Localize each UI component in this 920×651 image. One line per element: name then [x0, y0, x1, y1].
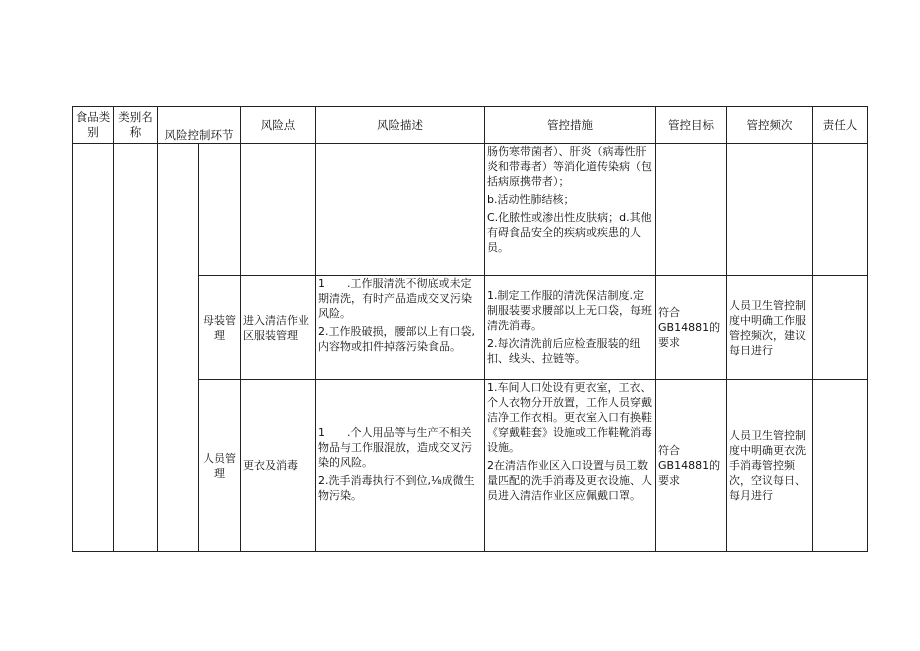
measure-line: 2.每次清洗前后应检查服装的纽扣、线头、拉链等。: [487, 337, 641, 365]
measure-line: 2在清洁作业区入口设置与员工数量匹配的洗手消毒及更衣设施、人员进入清洁作业区应佩戴口罩。: [487, 459, 652, 502]
control-goal-cell: 符合GB14881的要求: [656, 276, 727, 380]
risk-description-cell: [316, 144, 485, 276]
risk-description-cell: [316, 380, 485, 552]
control-measure-cell: [485, 144, 656, 276]
header-food-category: 食品类别: [73, 107, 114, 144]
responsible-cell: [813, 380, 868, 552]
control-link-cell: 母装管理: [199, 276, 241, 380]
measure-line: 1.制定工作服的清洗保洁制度.定制服装要求腰部以上无口袋，每班清洗消毒。: [487, 289, 652, 332]
control-frequency-cell: 人员卫生管控制度中明确工作服管控频次，建议每日进行: [727, 276, 813, 380]
control-link-group-cell: [158, 144, 199, 552]
control-link-cell: [199, 144, 241, 276]
measure-line: 1.车间人口处设有更衣室，工衣、个人衣物分开放置，工作人员穿戴洁净工作衣相。更衣室入口有换鞋《穿戴鞋套》设施或工作鞋靴消毒设施。: [487, 381, 652, 454]
control-link-cell: 人员管理: [199, 380, 241, 552]
control-goal-cell: [656, 144, 727, 276]
food-category-cell: [73, 144, 114, 552]
measure-line: b.活动性肺结核；: [487, 193, 575, 206]
header-risk-description: 风险描述: [316, 107, 485, 144]
header-responsible: 责任人: [813, 107, 868, 144]
category-name-cell: [114, 144, 158, 552]
description-line: 2.洗手消毒执行不到位,⅛成微生物污染。: [318, 474, 475, 502]
risk-control-table: [72, 106, 868, 552]
risk-description-cell: [316, 276, 485, 380]
table-header-row: [73, 107, 868, 144]
header-control-link: 风险控制环节: [158, 107, 241, 144]
header-control-goal: 管控目标: [656, 107, 727, 144]
header-risk-point: 风险点: [241, 107, 316, 144]
header-control-frequency: 管控频次: [727, 107, 813, 144]
description-line: 1 .个人用品等与生产不相关物品与工作服混放，造成交叉污染的风险。: [318, 426, 472, 469]
measure-line: 肠伤寒带菌者）、肝炎（病毒性肝炎和带毒者）等消化道传染病（包括病原携带者）；: [487, 145, 652, 188]
responsible-cell: [813, 276, 868, 380]
measure-line: C.化脓性或渗出性皮肤病；d.其他有碍食品安全的疾病或疾患的人员。: [487, 211, 652, 254]
control-goal-cell: 符合GB14881的要求: [656, 380, 727, 552]
header-category-name: 类别名称: [114, 107, 158, 144]
control-frequency-cell: 人员卫生管控制度中明确更衣洗手消毒管控频次，空议每日、每月进行: [727, 380, 813, 552]
risk-point-cell: [241, 144, 316, 276]
control-frequency-cell: [727, 144, 813, 276]
description-line: 2.工作股破损，腰部以上有口袋,内容物或扣件掉落污染食品。: [318, 325, 475, 353]
table-row: [73, 144, 868, 276]
risk-point-cell: 进入清洁作业区服装管理: [241, 276, 316, 380]
header-control-measure: 管控措施: [485, 107, 656, 144]
description-line: 1 .工作服清洗不彻底或未定期清洗，有时产品造成交叉污染风险。: [318, 277, 472, 320]
responsible-cell: [813, 144, 868, 276]
control-measure-cell: [485, 276, 656, 380]
risk-point-cell: 更衣及消毒: [241, 380, 316, 552]
control-measure-cell: [485, 380, 656, 552]
